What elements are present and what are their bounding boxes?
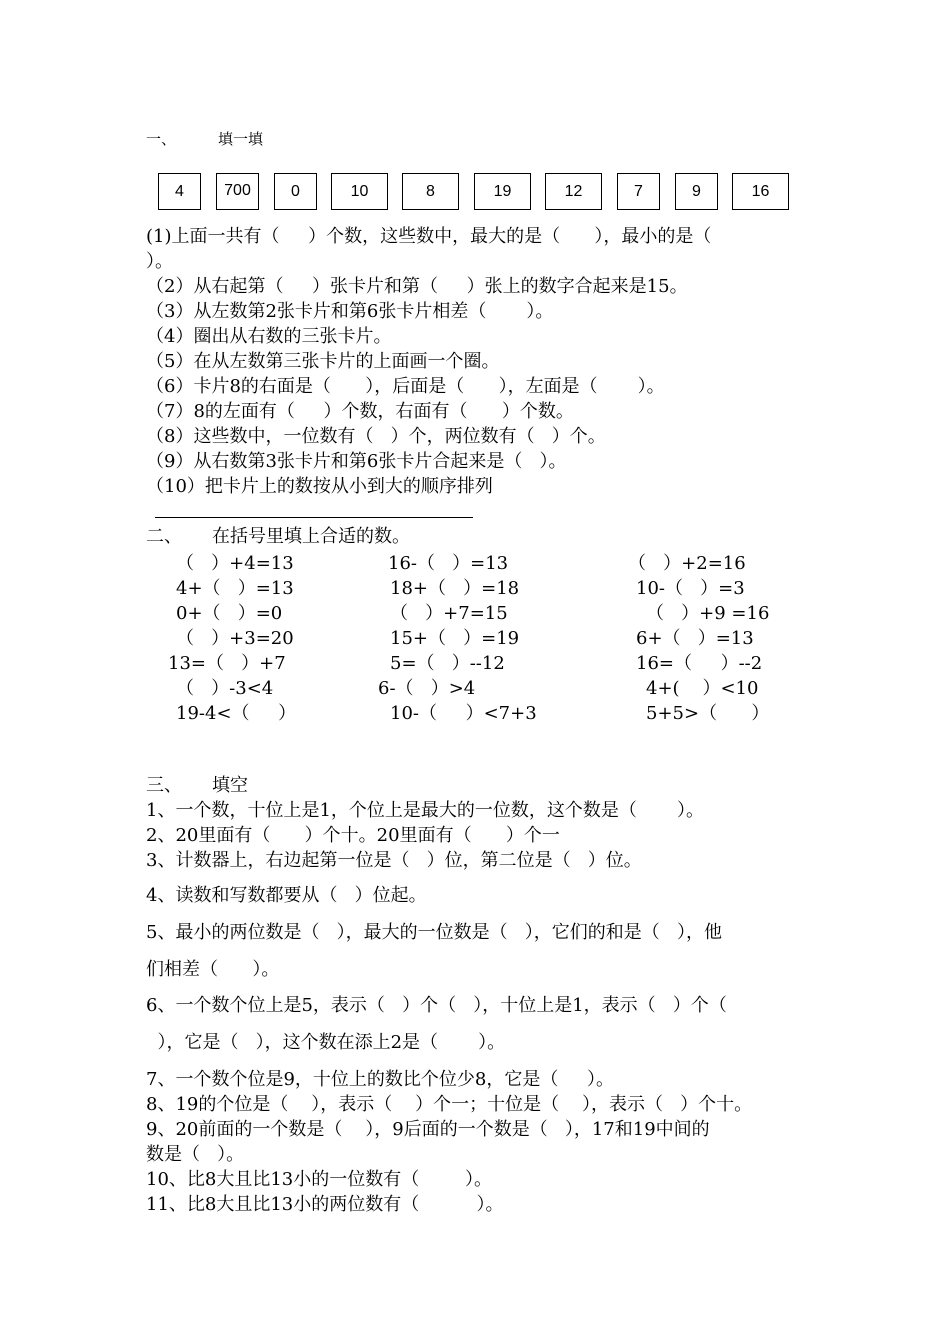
equation: 16=（ ）--2 xyxy=(636,653,763,674)
equation: 4+（ ）=13 xyxy=(176,578,294,599)
fill-item: 1、一个数，十位上是1，个位上是最大的一位数，这个数是（ ）。 xyxy=(146,800,704,821)
fill-item: 数是（ ）。 xyxy=(146,1144,245,1165)
number-card: 19 xyxy=(474,173,531,210)
number-card: 0 xyxy=(274,173,317,210)
question-line: (1)上面一共有（ ）个数，这些数中，最大的是（ ），最小的是（ xyxy=(146,226,712,247)
answer-line xyxy=(155,517,473,518)
section2-number: 二、 xyxy=(146,526,182,547)
number-card: 16 xyxy=(732,173,789,210)
section3-number: 三、 xyxy=(146,775,182,796)
equation: （ ）+2=16 xyxy=(628,553,746,574)
question-line: （8）这些数中，一位数有（ ）个，两位数有（ ）个。 xyxy=(146,426,606,447)
fill-item: 10、比8大且比13小的一位数有（ ）。 xyxy=(146,1169,493,1190)
equation: 10-（ ）<7+3 xyxy=(390,703,537,724)
equation: 16-（ ）=13 xyxy=(388,553,509,574)
section1-title: 填一填 xyxy=(218,130,264,148)
number-card: 700 xyxy=(216,173,259,210)
equation: 15+（ ）=19 xyxy=(390,628,520,649)
question-line: （5）在从左数第三张卡片的上面画一个圈。 xyxy=(146,351,500,372)
fill-item: 8、19的个位是（ ），表示（ ）个一；十位是（ ），表示（ ）个十。 xyxy=(146,1094,753,1115)
question-line: （3）从左数第2张卡片和第6张卡片相差（ ）。 xyxy=(146,301,554,322)
fill-item: ），它是（ ），这个数在添上2是（ ）。 xyxy=(146,1032,506,1053)
equation: （ ）+7=15 xyxy=(390,603,508,624)
fill-item: 2、20里面有（ ）个十。20里面有（ ）个一 xyxy=(146,825,560,846)
fill-item: 5、最小的两位数是（ ），最大的一位数是（ ），它们的和是（ ），他 xyxy=(146,922,722,943)
section3-heading xyxy=(146,773,248,798)
number-card: 7 xyxy=(617,173,660,210)
equation: 5+5>（ ） xyxy=(646,703,770,724)
equation: 5=（ ）--12 xyxy=(390,653,505,674)
equation: 10-（ ）=3 xyxy=(636,578,745,599)
fill-item: 7、一个数个位是9，十位上的数比个位少8，它是（ ）。 xyxy=(146,1069,614,1090)
question-line: ）。 xyxy=(146,251,173,272)
fill-item: 11、比8大且比13小的两位数有（ ）。 xyxy=(146,1194,504,1215)
section1-heading xyxy=(146,128,263,149)
equation: （ ）-3<4 xyxy=(176,678,274,699)
question-line: （10）把卡片上的数按从小到大的顺序排列 xyxy=(146,476,493,497)
number-card: 4 xyxy=(158,173,201,210)
equation: 18+（ ）=18 xyxy=(390,578,520,599)
question-line: （4）圈出从右数的三张卡片。 xyxy=(146,326,392,347)
equation: 13=（ ）+7 xyxy=(168,653,286,674)
equation: （ ）+4=13 xyxy=(176,553,294,574)
section1-number: 一、 xyxy=(146,130,177,148)
fill-item: 们相差（ ）。 xyxy=(146,959,280,980)
section3-title: 填空 xyxy=(212,775,248,796)
number-card: 10 xyxy=(331,173,388,210)
equation: 19-4<（ ） xyxy=(176,703,297,724)
fill-item: 9、20前面的一个数是（ ），9后面的一个数是（ ），17和19中间的 xyxy=(146,1119,710,1140)
fill-item: 6、一个数个位上是5，表示（ ）个（ ），十位上是1，表示（ ）个（ xyxy=(146,995,727,1016)
fill-item: 3、计数器上，右边起第一位是（ ）位，第二位是（ ）位。 xyxy=(146,850,642,871)
equation: 6-（ ）>4 xyxy=(378,678,476,699)
number-card: 12 xyxy=(545,173,602,210)
question-line: （2）从右起第（ ）张卡片和第（ ）张上的数字合起来是15。 xyxy=(146,276,688,297)
question-line: （7）8的左面有（ ）个数，右面有（ ）个数。 xyxy=(146,401,574,422)
section2-heading xyxy=(146,524,410,549)
equation: 0+（ ）=0 xyxy=(176,603,283,624)
section2-title: 在括号里填上合适的数。 xyxy=(212,526,410,547)
equation: 6+（ ）=13 xyxy=(636,628,754,649)
number-card: 9 xyxy=(675,173,718,210)
question-line: （6）卡片8的右面是（ ），后面是（ ），左面是（ ）。 xyxy=(146,376,665,397)
equation: （ ）+9 =16 xyxy=(646,603,770,624)
number-card: 8 xyxy=(402,173,459,210)
equation: 4+( ）<10 xyxy=(646,678,759,699)
fill-item: 4、读数和写数都要从（ ）位起。 xyxy=(146,885,427,906)
question-line: （9）从右数第3张卡片和第6张卡片合起来是（ ）。 xyxy=(146,451,567,472)
equation: （ ）+3=20 xyxy=(176,628,294,649)
